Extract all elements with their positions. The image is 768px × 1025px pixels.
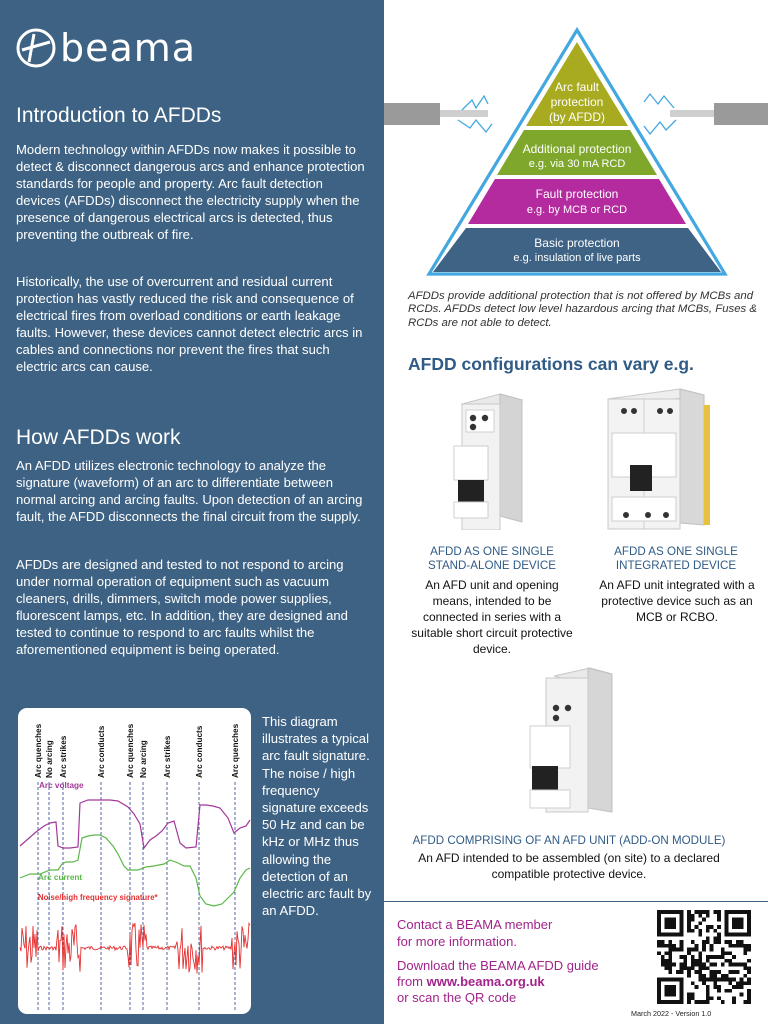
configs-heading: AFDD configurations can vary e.g.: [408, 354, 694, 374]
diagram-description: This diagram illustrates a typical arc fault signature. The noise / high frequency signature exceeds 50 Hz and can be kHz or MHz thus allowing the detection of an electric arc fault by an AFDD.: [262, 714, 372, 919]
protection-pyramid: [384, 0, 768, 290]
phase-label: Arc quenches: [34, 723, 43, 778]
left-cable-core: [440, 110, 488, 117]
standalone-title-line-1: AFDD AS ONE SINGLE: [430, 545, 554, 558]
download-line-2: [397, 974, 545, 991]
how-heading: How AFDDs work: [16, 426, 181, 449]
pyramid-caption: AFDDs provide additional protection that is not offered by MCBs and RCDs. AFDDs detect low level hazardous arcing that MCBs, Fuses & RCDs are not able to detect.: [408, 290, 758, 329]
standalone-title: [416, 545, 568, 573]
integrated-title: [600, 545, 752, 573]
arc-current-label: Arc current: [38, 873, 83, 882]
intro-heading: Introduction to AFDDs: [16, 104, 222, 127]
phase-label: Arc conducts: [195, 725, 204, 778]
pyramid-additional-sub: e.g. via 30 mA RCD: [528, 158, 626, 170]
contact-line-1: Contact a BEAMA member: [397, 917, 553, 932]
pyramid-level-fault: [468, 179, 686, 224]
phase-label: Arc quenches: [231, 723, 240, 778]
pyramid-arc-title-2: protection: [550, 95, 604, 109]
integrated-title-line-1: AFDD AS ONE SINGLE: [614, 545, 738, 558]
phase-label: Arc strikes: [59, 735, 68, 778]
arc-voltage-trace: [20, 800, 250, 848]
download-prefix: from: [397, 974, 427, 989]
qr-code[interactable]: [654, 910, 754, 1004]
download-line-1: Download the BEAMA AFDD guide: [397, 958, 599, 973]
right-cable-core: [670, 110, 714, 117]
phase-label: No arcing: [45, 740, 54, 778]
version-label: March 2022 - Version 1.0: [631, 1009, 712, 1018]
integrated-device-image: [600, 385, 720, 535]
standalone-device-image: [440, 390, 530, 530]
pyramid-arc-title-3: (by AFDD): [548, 110, 606, 124]
right-arc-spark: [644, 94, 674, 108]
pyramid-basic-sub: e.g. insulation of live parts: [513, 252, 641, 264]
addon-title: AFDD COMPRISING OF AN AFD UNIT (ADD-ON MODULE): [412, 834, 726, 847]
pyramid-level-basic: [433, 228, 721, 272]
pyramid-arc-title-1: Arc fault: [554, 80, 600, 94]
beama-logo: [16, 26, 196, 70]
addon-description: An AFD intended to be assembled (on site) to a declared compatible protective device.: [418, 851, 720, 881]
pyramid-fault-sub: e.g. by MCB or RCD: [526, 204, 628, 216]
brand-name: beama: [60, 26, 197, 70]
contact-line-2: for more information.: [397, 934, 517, 949]
intro-paragraph-1: Modern technology within AFDDs now makes it possible to detect & disconnect dangerous arcs and enhance protection standards for people and property. Arc fault detection devices (AFDDs) disconnect the electricity supply when the presence of dangerous electrical arcs is detected, thus preventing the outbreak of fire.: [16, 142, 365, 242]
standalone-description: An AFD unit and opening means, intended to be connected in series with a suitable short circuit protective device.: [411, 578, 573, 656]
right-cable-gray: [714, 103, 768, 125]
pyramid-fault-title: Fault protection: [535, 187, 619, 201]
how-paragraph-1: An AFDD utilizes electronic technology to analyze the signature (waveform) of an arc to differentiate between normal arcing and arcing faults. Upon detection of an arcing fault, the AFDD disconnects the final circuit from the supply.: [16, 458, 363, 524]
how-paragraph-2: AFDDs are designed and tested to not respond to arcing under normal operation of equipment such as vacuum cleaners, drills, dimmers, switch mode power supplies, fluorescent lamps, etc. In addition, they are designed and tested to continue to respond to arc faults whilst the aforementioned equipment is being operated.: [16, 557, 348, 657]
pyramid-additional-title: Additional protection: [522, 142, 632, 156]
left-panel: [0, 0, 384, 1024]
integrated-description: An AFD unit integrated with a protective device such as an MCB or RCBO.: [599, 578, 755, 624]
left-arc-spark: [462, 96, 488, 110]
intro-paragraph-2: Historically, the use of overcurrent and residual current protection has vastly reduced the risk and consequence of electrical fires from overload conditions or earth leakage faults. However, these devices cannot detect electric arcs in cables and connections nor prevent the fires that such electric arcs can cause.: [16, 274, 363, 374]
noise-signature-trace: [20, 923, 250, 973]
phase-label: Arc quenches: [126, 723, 135, 778]
left-cable-gray: [384, 103, 440, 125]
standalone-title-line-2: STAND-ALONE DEVICE: [428, 559, 556, 572]
right-arc-spark-2: [644, 120, 676, 134]
beama-url-link[interactable]: www.beama.org.uk: [426, 974, 545, 989]
addon-device-image: [516, 664, 620, 824]
arc-fault-signature-diagram: [18, 708, 251, 1014]
left-arc-spark-2: [458, 120, 492, 132]
download-line-3: or scan the QR code: [397, 990, 517, 1005]
beama-logo-mark: [16, 28, 56, 68]
phase-label: No arcing: [139, 740, 148, 778]
arc-voltage-label: Arc voltage: [39, 781, 84, 790]
integrated-title-line-2: INTEGRATED DEVICE: [615, 559, 737, 572]
phase-label: Arc conducts: [97, 725, 106, 778]
noise-label: Noise/high frequency signature*: [38, 893, 158, 902]
phase-label: Arc strikes: [163, 735, 172, 778]
pyramid-basic-title: Basic protection: [534, 236, 620, 250]
